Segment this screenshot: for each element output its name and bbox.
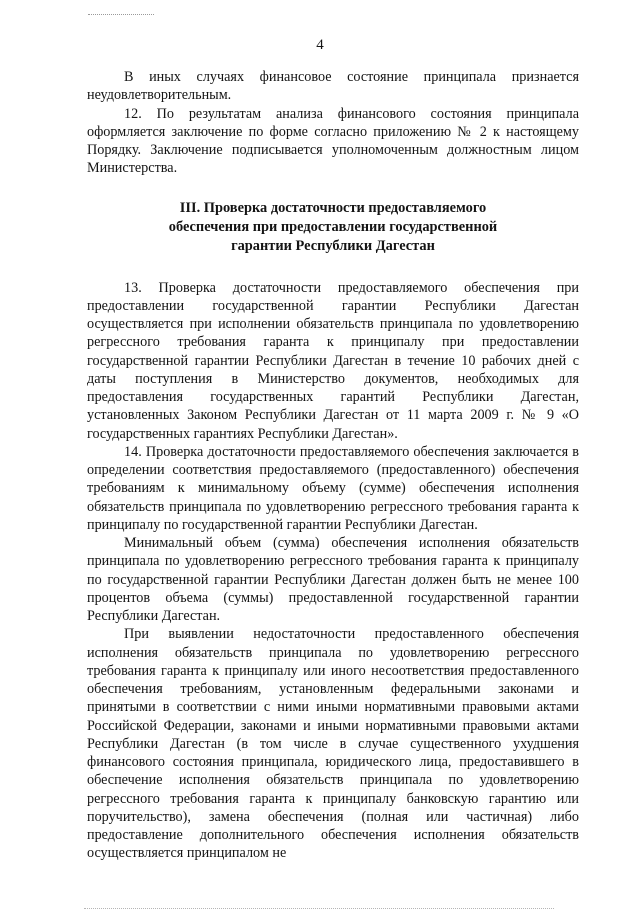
paragraph-financial-unsatisfactory: В иных случаях финансовое состояние принципала признается неудовлетворительным. <box>87 69 579 104</box>
paragraph-minimum-amount: Минимальный объем (сумма) обеспечения исполнения обязательств принципала по удовлетворению регрессного требования гаранта к принципалу по государственной гарантии Республики Дагестан должен быть не менее 100 процентов объема (суммы) предоставленной государственной гарантии Республики Дагестан. <box>87 535 579 624</box>
paragraph-insufficiency: При выявлении недостаточности предоставленного обеспечения исполнения обязательств принципала по удовлетворению регрессного требования гаранта к принципалу или иного несоответствия предоставленного обеспечения требованиям, установленным федеральными законами и принятыми в соответствии с ними иными нормативными правовыми актами Российской Федерации, законами и иными нормативными правовыми актами Республики Дагестан (в том числе в случае существенного ухудшения финансового состояния принципала, юридического лица, предоставившего в обеспечение исполнения обязательств принципала по удовлетворению регрессного требования гаранта к принципалу банковскую гарантию или поручительство), замена обеспечения (полная или частичная) либо предоставление дополнительного обеспечения исполнения обязательств осуществляется принципалом не <box>87 626 579 862</box>
document-body <box>87 68 579 863</box>
section-heading <box>87 199 579 256</box>
scan-artifact-top <box>88 14 154 15</box>
page-number: 4 <box>316 37 324 53</box>
paragraph-14-verification: 14. Проверка достаточности предоставляемого обеспечения заключается в определении соответствия предоставляемого (предоставленного) обеспечения требованиям к минимальному объему (сумме) обеспечения исполнения обязательств принципала по удовлетворению регрессного требования гаранта к принципалу по государственной гарантии Республики Дагестан. <box>87 443 579 533</box>
section-heading-line-3: гарантии Республики Дагестан <box>231 237 435 254</box>
scan-artifact-bottom <box>84 908 554 909</box>
section-heading-line-1: III. Проверка достаточности предоставляемого <box>179 199 487 216</box>
paragraph-13-verification: 13. Проверка достаточности предоставляемого обеспечения при предоставлении государственной гарантии Республики Дагестан осуществляется при исполнении обязательств принципала по удовлетворению регрессного требования гаранта к принципалу при предоставлении государственной гарантии Республики Дагестан в течение 10 рабочих дней с даты поступления в Министерство документов, необходимых для предоставления государственных гарантий Республики Дагестан, установленных Законом Республики Дагестан от 11 марта 2009 г. № 9 «О государственных гарантиях Республики Дагестан». <box>87 279 579 442</box>
paragraph-12-conclusion: 12. По результатам анализа финансового состояния принципала оформляется заключение по форме согласно приложению № 2 к настоящему Порядку. Заключение подписывается уполномоченным должностным лицом Министерства. <box>87 105 579 177</box>
section-heading-line-2: обеспечения при предоставлении государственной <box>168 218 498 235</box>
